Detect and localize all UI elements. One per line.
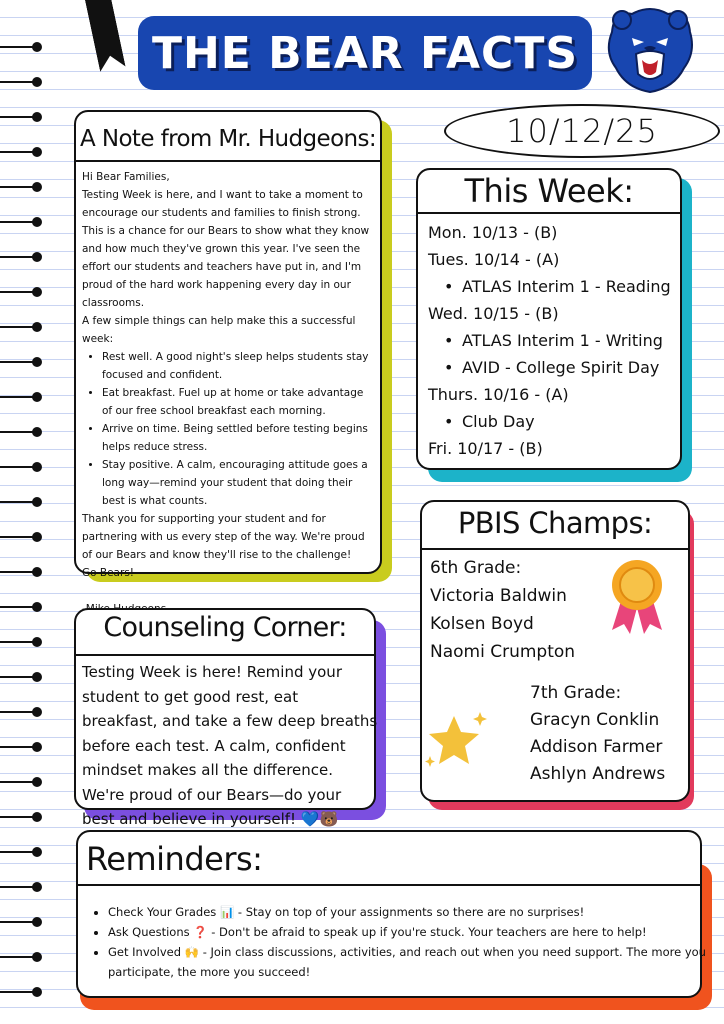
- reminder-label: Ask Questions: [108, 925, 190, 939]
- title-divider: [420, 548, 690, 550]
- note-list-intro: A few simple things can help make this a successful week:: [82, 315, 356, 345]
- spiral-ring: [0, 322, 46, 332]
- spiral-ring: [0, 777, 46, 787]
- title-divider: [74, 160, 382, 162]
- reminder-text: - Stay on top of your assignments so there are no surprises!: [234, 905, 585, 919]
- spiral-ring: [0, 287, 46, 297]
- spiral-ring: [0, 707, 46, 717]
- counsel-title: Counseling Corner:: [103, 612, 347, 643]
- sparkle-star-icon: [424, 710, 488, 772]
- list-item: [108, 922, 714, 942]
- spiral-ring: [0, 917, 46, 927]
- grade7-list: [530, 680, 665, 788]
- reminder-label: Get Involved: [108, 945, 182, 959]
- spiral-ring: [0, 217, 46, 227]
- spiral-ring: [0, 742, 46, 752]
- list-item: Addison Farmer: [530, 737, 663, 757]
- spiral-ring: [0, 427, 46, 437]
- list-item: Gracyn Conklin: [530, 710, 660, 730]
- schedule-event: • ATLAS Interim 1 - Reading: [428, 273, 688, 300]
- raised-hands-icon: 🙌: [184, 945, 200, 959]
- list-item: [108, 942, 714, 982]
- grade6-label: 6th Grade:: [430, 558, 522, 578]
- question-mark-icon: ❓: [193, 925, 208, 939]
- schedule-event: • AVID - College Spirit Day: [428, 354, 688, 381]
- spiral-ring: [0, 252, 46, 262]
- spiral-ring: [0, 42, 46, 52]
- list-item: Kolsen Boyd: [430, 614, 534, 634]
- schedule-day: Mon. 10/13 - (B): [428, 223, 558, 242]
- note-sign-off: Go Bears!: [82, 567, 134, 579]
- bookmark-ribbon-icon: [84, 0, 125, 72]
- schedule-event: • ATLAS Interim 1 - Writing: [428, 327, 688, 354]
- issue-date: 10/12/25: [444, 104, 720, 158]
- grade7-label: 7th Grade:: [530, 683, 622, 703]
- bear-mascot-icon: [604, 2, 696, 94]
- reminders-list: [88, 902, 714, 982]
- tips-list: [82, 348, 376, 510]
- reminder-text: - Don't be afraid to speak up if you're stuck. Your teachers are here to help!: [207, 925, 647, 939]
- award-medal-icon: [608, 558, 666, 634]
- spiral-ring: [0, 987, 46, 997]
- list-item: • Arrive on time. Being settled before testing begins helps reduce stress.: [102, 420, 376, 456]
- spiral-ring: [0, 357, 46, 367]
- schedule-day: Tues. 10/14 - (A): [428, 250, 560, 269]
- spiral-ring: [0, 112, 46, 122]
- list-item: • Stay positive. A calm, encouraging attitude goes a long way—remind your student that doing their best is what counts.: [102, 456, 376, 510]
- schedule-event: • Club Day: [428, 408, 688, 435]
- list-item: Naomi Crumpton: [430, 642, 576, 662]
- spiral-ring: [0, 497, 46, 507]
- spiral-ring: [0, 77, 46, 87]
- list-item: Victoria Baldwin: [430, 586, 567, 606]
- spiral-ring: [0, 882, 46, 892]
- schedule-day: Wed. 10/15 - (B): [428, 304, 559, 323]
- grade6-list: [430, 554, 575, 666]
- week-schedule: [428, 219, 688, 462]
- note-greeting: Hi Bear Families,: [82, 171, 170, 183]
- chart-icon: 📊: [219, 905, 235, 919]
- week-title: This Week:: [464, 172, 634, 210]
- spiral-ring: [0, 637, 46, 647]
- bear-face-icon: 🐻: [319, 810, 339, 828]
- blue-heart-icon: 💙: [300, 810, 320, 828]
- list-item: Ashlyn Andrews: [530, 764, 666, 784]
- list-item: • Eat breakfast. Fuel up at home or take advantage of our free school breakfast each morning.: [102, 384, 376, 420]
- list-item: [108, 902, 714, 922]
- spiral-ring: [0, 532, 46, 542]
- spiral-ring: [0, 602, 46, 612]
- title-divider: [416, 212, 682, 214]
- spiral-ring: [0, 952, 46, 962]
- spiral-ring: [0, 672, 46, 682]
- note-body: [82, 168, 376, 618]
- reminders-title: Reminders:: [86, 840, 263, 878]
- spiral-ring: [0, 812, 46, 822]
- counsel-body: [82, 660, 378, 832]
- spiral-ring: [0, 847, 46, 857]
- reminder-label: Check Your Grades: [108, 905, 217, 919]
- title-divider: [76, 884, 702, 886]
- spiral-ring: [0, 392, 46, 402]
- pbis-title: PBIS Champs:: [457, 506, 653, 540]
- spiral-ring: [0, 147, 46, 157]
- page-title: THE BEAR FACTS: [151, 27, 579, 79]
- note-closing: Thank you for supporting your student and for partnering with us every step of the way. We're proud of our Bears and know they'll rise to the challenge!: [82, 513, 365, 561]
- schedule-day: Fri. 10/17 - (B): [428, 439, 543, 458]
- counsel-message: Testing Week is here! Remind your student to get good rest, eat breakfast, and take a few deep breaths before each test. A calm, confident mindset makes all the difference. We're proud of our Bears—do your best and believe in yourself!: [82, 663, 378, 828]
- note-title: A Note from Mr. Hudgeons:: [80, 126, 377, 152]
- spiral-ring: [0, 182, 46, 192]
- note-intro: Testing Week is here, and I want to take a moment to encourage our students and families to finish strong. This is a chance for our Bears to show what they know and how much they've grown this year. I've seen the effort our students and teachers have put in, and I'm proud of the hard work happening every day in our classrooms.: [82, 189, 370, 309]
- schedule-day: Thurs. 10/16 - (A): [428, 385, 569, 404]
- spiral-ring: [0, 462, 46, 472]
- reminder-text: - Join class discussions, activities, and reach out when you need support. The more you participate, the more you succeed!: [108, 945, 706, 979]
- title-divider: [74, 654, 376, 656]
- list-item: • Rest well. A good night's sleep helps students stay focused and confident.: [102, 348, 376, 384]
- spiral-ring: [0, 567, 46, 577]
